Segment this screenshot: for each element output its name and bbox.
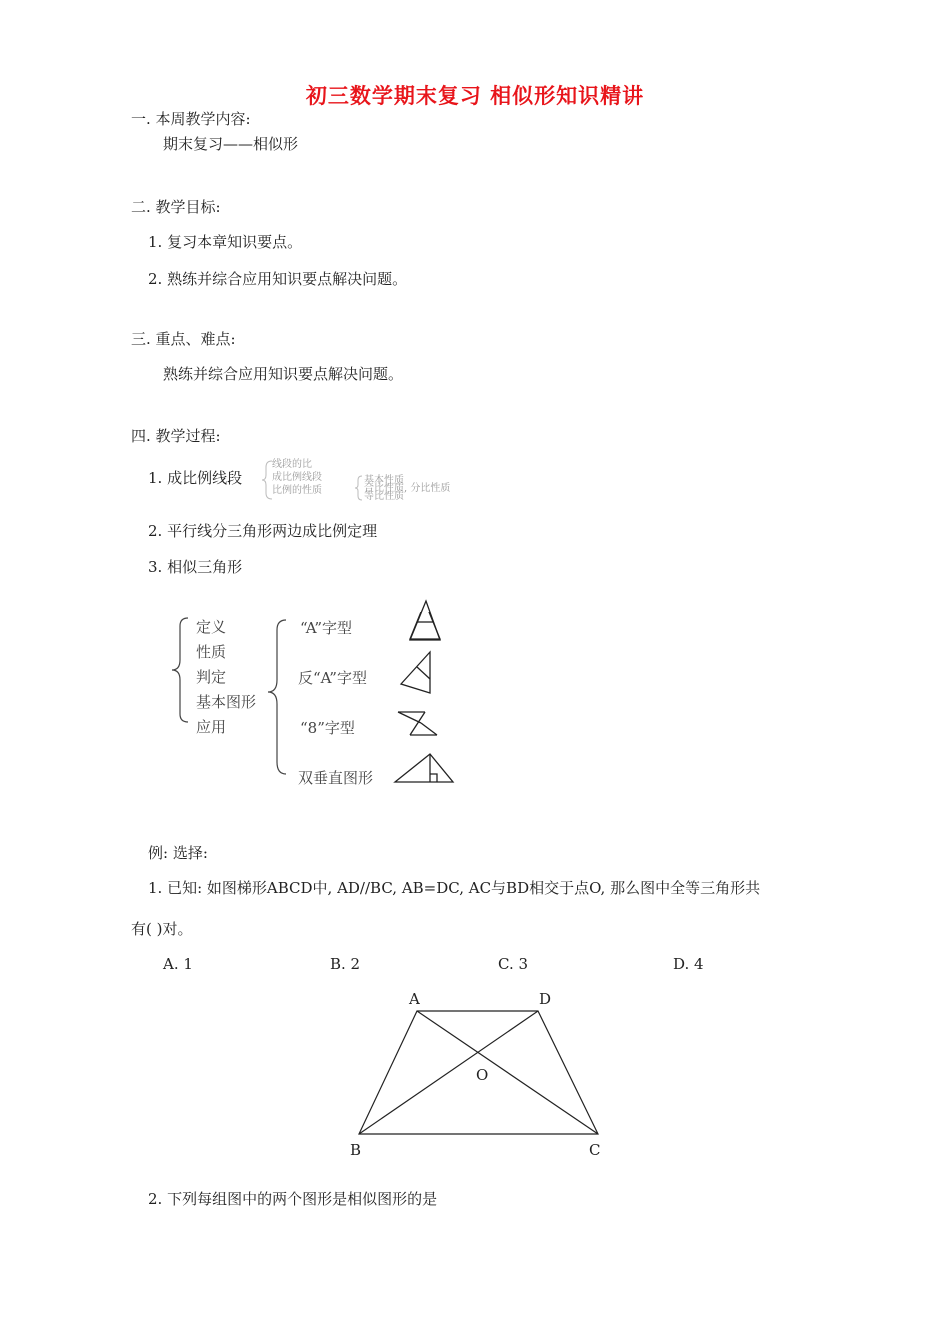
section-2-item-1: 1. 复习本章知识要点。 (148, 233, 303, 251)
tree-basic-property: 基本性质 (364, 475, 404, 486)
tree-equal-ratio-property: 等比性质 (364, 491, 404, 502)
page-title: 初三数学期末复习 相似形知识精讲 (305, 83, 645, 108)
branch-judgement: 判定 (196, 668, 227, 686)
label-double-perpendicular: 双垂直图形 (298, 769, 374, 787)
section-4-item-2: 2. 平行线分三角形两边成比例定理 (148, 522, 378, 540)
point-label-d: D (539, 990, 552, 1008)
option-c: C. 3 (498, 955, 529, 973)
option-d: D. 4 (673, 955, 704, 973)
tree-proportion-properties: 比例的性质 (272, 485, 322, 496)
tree-proportional-segments: 成比例线段 (272, 472, 322, 483)
point-label-b: B (350, 1141, 362, 1159)
point-label-o: O (476, 1066, 489, 1084)
diagonal-ac (417, 1011, 598, 1134)
branch-application: 应用 (196, 718, 227, 736)
section-4-item-3: 3. 相似三角形 (148, 558, 243, 576)
point-label-a: A (409, 990, 420, 1008)
label-reverse-a-shape: 反“A”字型 (298, 669, 367, 687)
left-brace (172, 618, 188, 722)
tree-segment-ratio: 线段的比 (272, 459, 312, 470)
label-eight-shape: “8”字型 (300, 719, 355, 737)
section-4-item-1: 1. 成比例线段 (148, 469, 243, 487)
property-brace (354, 475, 364, 501)
branch-properties: 性质 (196, 643, 227, 661)
branch-definition: 定义 (196, 618, 227, 636)
section-3-body: 熟练并综合应用知识要点解决问题。 (163, 365, 404, 383)
point-label-c: C (589, 1141, 601, 1159)
section-1-heading: 一. 本周教学内容: (131, 110, 251, 128)
section-4-heading: 四. 教学过程: (131, 427, 221, 445)
section-2-item-2: 2. 熟练并综合应用知识要点解决问题。 (148, 270, 408, 288)
branch-basic-figures: 基本图形 (196, 693, 257, 711)
middle-brace (268, 620, 286, 774)
double-perpendicular-figure-icon (395, 754, 453, 782)
question-2: 2. 下列每组图中的两个图形是相似图形的是 (148, 1190, 438, 1208)
section-3-heading: 三. 重点、难点: (131, 330, 236, 348)
section-1-body: 期末复习——相似形 (163, 135, 299, 153)
a-shape-figure-icon (410, 601, 440, 640)
section-2-heading: 二. 教学目标: (131, 198, 221, 216)
diagonal-bd (359, 1011, 538, 1134)
reverse-a-shape-figure-icon (401, 652, 430, 693)
option-b: B. 2 (330, 955, 361, 973)
example-heading: 例: 选择: (148, 844, 208, 862)
eight-shape-figure-icon (398, 712, 437, 735)
question-1-line-2: 有( )对。 (131, 920, 193, 938)
label-a-shape: “A”字型 (300, 619, 353, 637)
figure-icons (390, 596, 470, 790)
tree-sum-difference-property: 合比性质, 分比性质 (364, 483, 451, 494)
option-a: A. 1 (163, 955, 193, 973)
question-1-line-1: 1. 已知: 如图梯形ABCD中, AD//BC, AB=DC, AC与BD相交于点O, 那么图中全等三角形共 (148, 879, 761, 897)
